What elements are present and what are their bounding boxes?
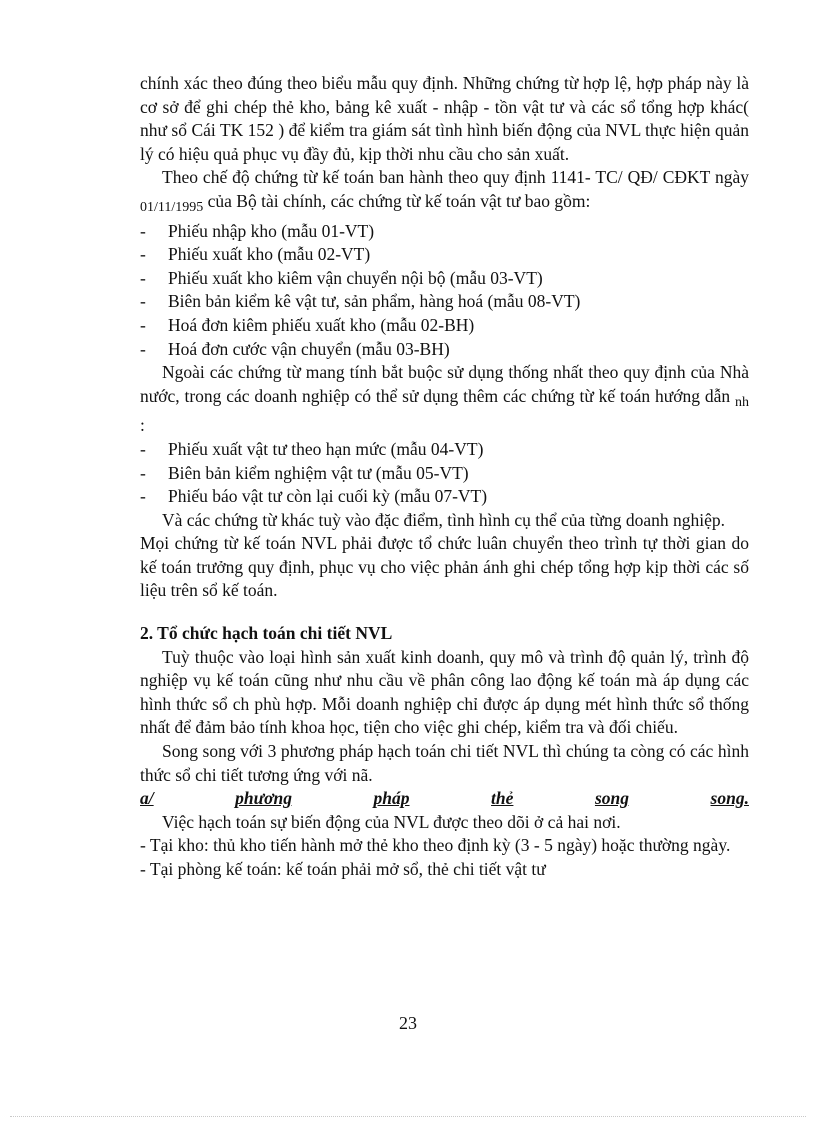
paragraph-optional-documents bbox=[140, 361, 749, 438]
method-word: a/ bbox=[140, 788, 154, 809]
optional-text: Ngoài các chứng từ mang tính bắt buộc sử dụng thống nhất theo quy định của Nhà nước, trong các doanh nghiệp có thể sử dụng thêm các chứng từ kế toán hướng dẫn bbox=[140, 362, 749, 406]
regulation-text-end: của Bộ tài chính, các chứng từ kế toán vật tư bao gồm: bbox=[207, 190, 591, 211]
method-word: thẻ bbox=[491, 788, 514, 809]
list-dash: - bbox=[140, 462, 146, 483]
page-body bbox=[140, 72, 749, 882]
list-item bbox=[140, 220, 749, 244]
list-item bbox=[140, 338, 749, 362]
list-item bbox=[140, 485, 749, 509]
list-dash: - bbox=[140, 267, 146, 288]
list-item bbox=[140, 267, 749, 291]
regulation-text: Theo chế độ chứng từ kế toán ban hành theo quy định 1141- TC/ QĐ/ CĐKT ngày bbox=[162, 167, 749, 188]
list-dash: - bbox=[140, 486, 146, 507]
list-item-text: Phiếu nhập kho (mẫu 01-VT) bbox=[168, 220, 375, 241]
method-word: song bbox=[594, 788, 629, 809]
list-dash: - bbox=[140, 314, 146, 335]
paragraph-other-documents: Và các chứng từ khác tuỳ vào đặc điểm, tình hình cụ thể của từng doanh nghiệp. bbox=[162, 509, 726, 530]
paragraph-regulation bbox=[140, 166, 749, 219]
paragraph-intro: chính xác theo đúng theo biểu mẫu quy định. Những chứng từ hợp lệ, hợp pháp này là cơ sở để ghi chép thẻ kho, bảng kê xuất - nhập - tồn vật tư và các sổ tổng hợp khác( như sổ Cái TK 152 ) để kiểm tra giám sát tình hình biến động của NVL thực hiện quản lý có hiệu quả phục vụ đầy đủ, kịp thời nhu cầu cho sản xuất. bbox=[140, 73, 749, 164]
list-item-text: Biên bản kiểm nghiệm vật tư (mẫu 05-VT) bbox=[168, 462, 469, 483]
section-heading: 2. Tổ chức hạch toán chi tiết NVL bbox=[140, 623, 393, 644]
paragraph-tracking: Việc hạch toán sự biến động của NVL được theo dõi ở cả hai nơi. bbox=[162, 811, 621, 832]
regulation-date: 01/11/1995 bbox=[140, 199, 204, 215]
paragraph-bookkeeping-forms: Tuỳ thuộc vào loại hình sản xuất kinh doanh, quy mô và trình độ quản lý, trình độ nghiệp vụ kế toán cũng như nhu cầu về phân công lao động kế toán mà áp dụng các hình thức sổ ch phù hợp. Mỗi doanh nghiệp chỉ được áp dụng mét hình thức sổ thống nhất để đảm bảo tính khoa học, tiện cho việc ghi chép, kiểm tra và đối chiếu. bbox=[140, 646, 749, 738]
document-list-required bbox=[140, 220, 749, 362]
list-item-text: Phiếu xuất vật tư theo hạn mức (mẫu 04-VT) bbox=[168, 438, 484, 459]
method-word: phương bbox=[235, 788, 292, 809]
list-dash: - bbox=[140, 438, 146, 459]
list-item bbox=[140, 290, 749, 314]
method-heading bbox=[140, 787, 749, 811]
list-item bbox=[140, 438, 749, 462]
list-dash: - bbox=[140, 338, 146, 359]
list-item bbox=[140, 462, 749, 486]
footer-divider bbox=[10, 1116, 806, 1117]
method-word: pháp bbox=[373, 788, 410, 809]
paragraph-accounting-office: - Tại phòng kế toán: kế toán phải mở sổ, thẻ chi tiết vật tư bbox=[140, 859, 546, 879]
list-item-text: Hoá đơn cước vận chuyển (mẫu 03-BH) bbox=[168, 338, 450, 359]
list-item-text: Phiếu báo vật tư còn lại cuối kỳ (mẫu 07-VT) bbox=[168, 486, 488, 507]
list-item-text: Hoá đơn kiêm phiếu xuất kho (mẫu 02-BH) bbox=[168, 314, 475, 335]
list-item bbox=[140, 243, 749, 267]
list-item bbox=[140, 314, 749, 338]
list-item-text: Phiếu xuất kho (mẫu 02-VT) bbox=[168, 244, 371, 265]
document-list-guidance bbox=[140, 438, 749, 509]
list-item-text: Phiếu xuất kho kiêm vận chuyển nội bộ (mẫu 03-VT) bbox=[168, 267, 543, 288]
paragraph-circulation: Mọi chứng từ kế toán NVL phải được tổ chức luân chuyển theo trình tự thời gian do kế toán trưởng quy định, phục vụ cho việc phản ánh ghi chép tổng hợp kịp thời các số liệu trên sổ kế toán. bbox=[140, 533, 749, 601]
list-dash: - bbox=[140, 244, 146, 265]
optional-colon: : bbox=[140, 415, 145, 436]
list-dash: - bbox=[140, 291, 146, 312]
paragraph-detail-methods: Song song với 3 phương pháp hạch toán chi tiết NVL thì chúng ta còng có các hình thức sổ chi tiết tương ứng với nã. bbox=[140, 741, 749, 785]
page-number: 23 bbox=[399, 1013, 417, 1033]
method-word: song. bbox=[710, 788, 749, 809]
paragraph-warehouse: - Tại kho: thủ kho tiến hành mở thẻ kho theo định kỳ (3 - 5 ngày) hoặc thường ngày. bbox=[140, 835, 731, 856]
optional-subscript: nh bbox=[735, 394, 749, 410]
list-item-text: Biên bản kiểm kê vật tư, sản phẩm, hàng hoá (mẫu 08-VT) bbox=[168, 291, 581, 312]
list-dash: - bbox=[140, 220, 146, 241]
